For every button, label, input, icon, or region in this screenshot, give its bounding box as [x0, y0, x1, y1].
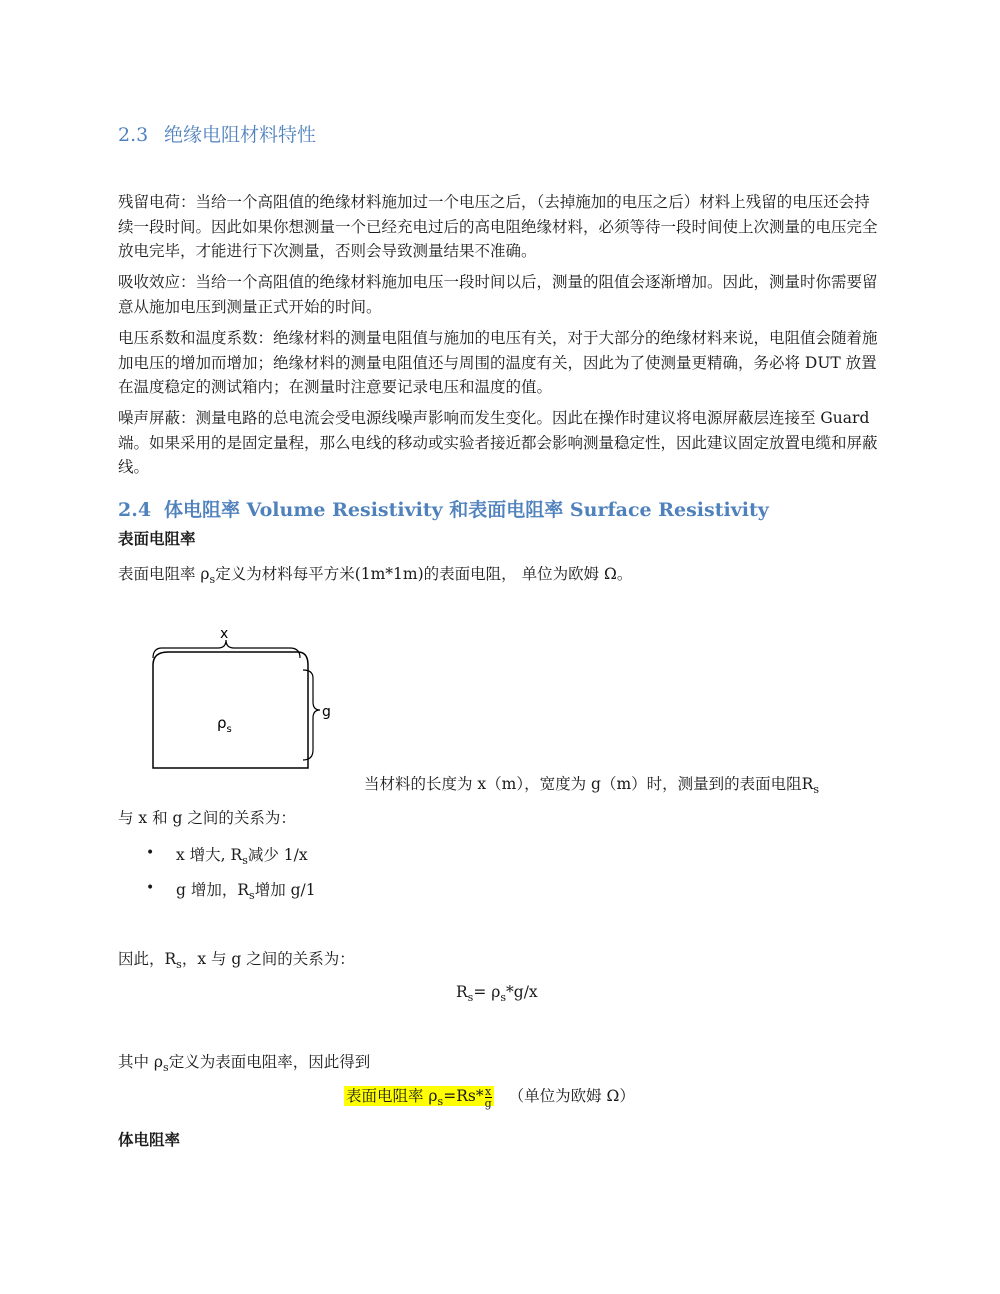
sentence-text: 当材料的长度为 x（m），宽度为 g（m）时，测量到的表面电阻R	[364, 775, 814, 793]
paragraph-noise-shielding: 噪声屏蔽：测量电路的总电流会受电源线噪声影响而发生变化。因此在操作时建议将电源屏蔽层连接至 Guard 端。如果采用的是固定量程，那么电线的移动或实验者接近都会影响测量稳定性，因此建议固定放置电缆和屏蔽线。	[118, 409, 878, 476]
x-label: x	[220, 626, 229, 642]
fraction	[485, 1086, 492, 1109]
formula-text: 表面电阻率 ρ	[346, 1087, 438, 1105]
volume-resistivity-label: 体电阻率	[118, 1131, 181, 1149]
section-title: 体电阻率 Volume Resistivity 和表面电阻率 Surface Resistivity	[164, 499, 769, 521]
definition-text: 定义为材料每平方米(1m*1m)的表面电阻， 单位为欧姆 Ω。	[215, 565, 633, 583]
formula-text: R	[456, 983, 468, 1001]
paragraph-coefficients: 电压系数和温度系数：绝缘材料的测量电阻值与施加的电压有关，对于大部分的绝缘材料来说，电阻值会随着施加电压的增加而增加；绝缘材料的测量电阻值还与周围的温度有关，因此为了使测量更精确，务必将 DUT 放置在温度稳定的测试箱内；在测量时注意要记录电压和温度的值。	[118, 329, 878, 396]
sentence-text: ，x 与 g 之间的关系为：	[181, 950, 355, 968]
bullet-dot: •	[146, 880, 155, 896]
paragraph-absorption: 吸收效应：当给一个高阻值的绝缘材料施加电压一段时间以后，测量的阻值会逐渐增加。因此，测量时你需要留意从施加电压到测量正式开始的时间。	[118, 273, 878, 316]
bullet-text: g 增加，R	[176, 881, 250, 899]
subscript: s	[813, 783, 819, 796]
therefore-sentence	[118, 947, 355, 971]
unit-note: （单位为欧姆 Ω）	[508, 1087, 635, 1105]
g-label: g	[322, 704, 331, 720]
subscript: s	[163, 1061, 169, 1074]
formula-text: =Rs*	[443, 1087, 484, 1105]
surface-resistivity-diagram	[140, 620, 350, 780]
bullet-item-x	[176, 843, 308, 867]
surface-resistivity-label: 表面电阻率	[118, 530, 196, 548]
subscript: s	[500, 991, 507, 1004]
denominator: g	[484, 1096, 492, 1110]
subscript: s	[249, 889, 255, 902]
final-formula	[344, 1084, 635, 1109]
subscript: s	[242, 854, 248, 867]
sentence-text: 因此，R	[118, 950, 177, 968]
section-title: 绝缘电阻材料特性	[164, 124, 317, 146]
highlighted-formula	[344, 1084, 494, 1110]
formula-text: *g/x	[506, 983, 538, 1001]
section-heading-2-3	[118, 120, 316, 147]
where-sentence	[118, 1050, 370, 1074]
section-number: 2.4	[118, 499, 152, 521]
relation-intro: 与 x 和 g 之间的关系为：	[118, 809, 296, 827]
subscript: s	[176, 958, 182, 971]
subscript: s	[437, 1095, 444, 1108]
definition-text: 表面电阻率 ρ	[118, 565, 210, 583]
numerator: x	[484, 1084, 492, 1098]
section-number: 2.3	[118, 124, 149, 146]
surface-definition	[118, 562, 632, 586]
bullet-text: 增加 g/1	[254, 881, 316, 899]
bullet-text: 减少 1/x	[247, 846, 308, 864]
rho-label: $\rho_s$	[217, 714, 232, 735]
subscript: s	[209, 573, 216, 586]
section-heading-2-4	[118, 495, 769, 522]
sentence-text: 其中 ρ	[118, 1053, 164, 1071]
subscript: s	[467, 991, 474, 1004]
material-rectangle	[153, 652, 308, 768]
bullet-text: x 增大, R	[176, 846, 243, 864]
formula-text: = ρ	[473, 983, 501, 1001]
sentence-text: 定义为表面电阻率，因此得到	[168, 1053, 371, 1071]
paragraph-residual-charge: 残留电荷：当给一个高阻值的绝缘材料施加过一个电压之后，（去掉施加的电压之后）材料上残留的电压还会持续一段时间。因此如果你想测量一个已经充电过后的高电阻绝缘材料，必须等待一段时间使上次测量的电压完全放电完毕，才能进行下次测量，否则会导致测量结果不准确。	[118, 193, 878, 260]
formula-rs	[456, 983, 538, 1004]
bullet-item-g	[176, 878, 316, 902]
bullet-dot: •	[146, 845, 155, 861]
dimension-sentence	[364, 772, 819, 796]
